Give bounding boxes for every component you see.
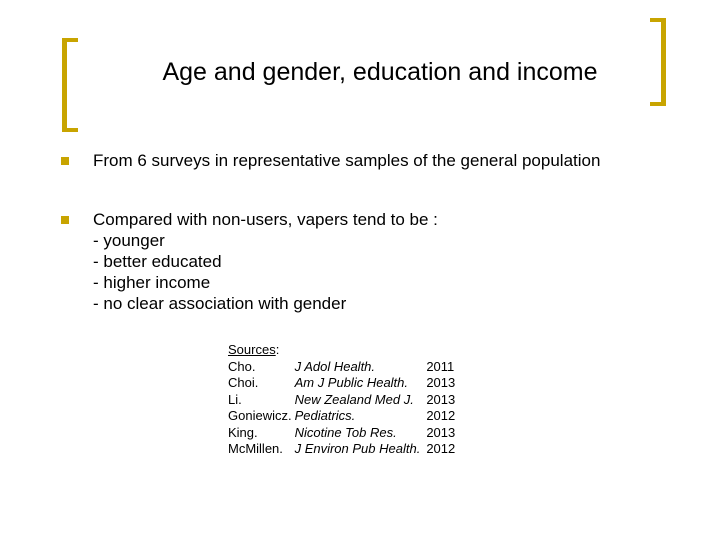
source-row <box>228 425 460 442</box>
bullet-sub-line: - no clear association with gender <box>93 294 347 313</box>
source-row <box>228 375 460 392</box>
bullet-sub-line: - better educated <box>93 252 222 271</box>
sources-block <box>228 342 460 458</box>
bullet-square-icon <box>61 216 69 224</box>
bullet-sub-line: - higher income <box>93 273 211 292</box>
source-year: 2013 <box>426 375 456 390</box>
source-year: 2013 <box>426 424 456 440</box>
bullet-square-icon <box>61 157 69 165</box>
source-author: King. <box>228 424 258 440</box>
sources-table <box>228 359 460 458</box>
source-row <box>228 392 460 409</box>
source-journal: J Environ Pub Health. <box>294 441 421 456</box>
source-year: 2012 <box>426 441 456 456</box>
bullet-lead-line: Compared with non-users, vapers tend to be : <box>93 210 438 229</box>
source-journal: Nicotine Tob Res. <box>294 424 397 440</box>
sources-heading-line <box>228 342 460 359</box>
source-author: Cho. <box>228 358 256 374</box>
source-row <box>228 408 460 425</box>
source-journal: Am J Public Health. <box>294 375 409 390</box>
source-journal: J Adol Health. <box>294 358 376 374</box>
source-year: 2013 <box>426 391 456 407</box>
source-journal: New Zealand Med J. <box>294 391 414 407</box>
bullet-sub-line: - younger <box>93 231 165 250</box>
bullet-text <box>93 209 438 314</box>
source-author: McMillen. <box>228 441 283 456</box>
source-year: 2012 <box>426 408 456 423</box>
source-author: Li. <box>228 391 242 407</box>
sources-heading: Sources <box>228 342 276 357</box>
source-author: Choi. <box>228 375 259 390</box>
source-year: 2011 <box>426 358 455 374</box>
slide-title: Age and gender, education and income <box>162 58 598 86</box>
source-row <box>228 359 460 376</box>
source-row <box>228 441 460 458</box>
bullet-text: From 6 surveys in representative samples of the general population <box>93 151 601 170</box>
left-bracket-decoration <box>62 38 78 132</box>
source-author: Goniewicz. <box>228 408 292 423</box>
sources-heading-colon: : <box>275 342 280 357</box>
source-journal: Pediatrics. <box>294 408 356 423</box>
